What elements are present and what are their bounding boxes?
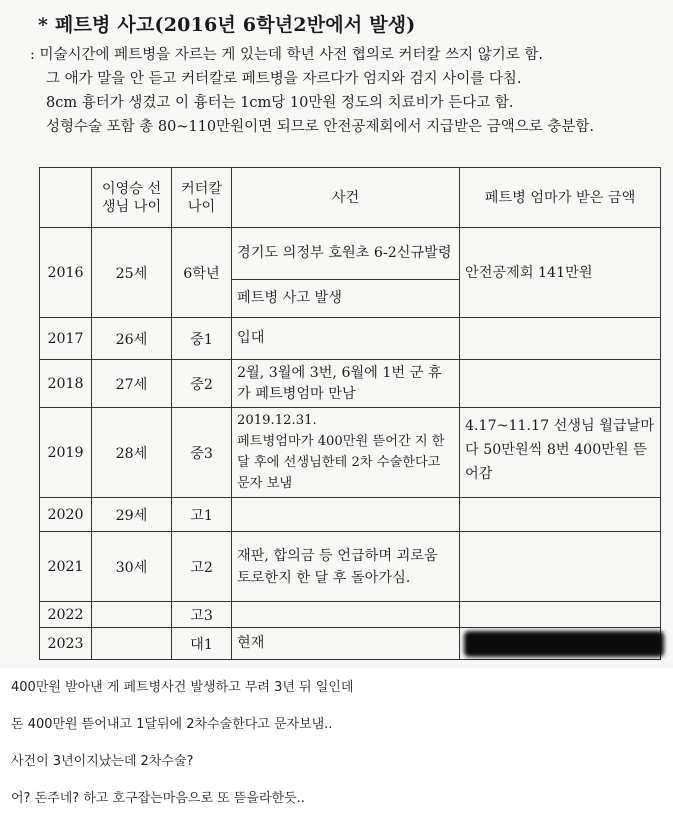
cell-year: 2016 xyxy=(40,228,92,318)
cell-amount xyxy=(460,628,661,660)
cell-cutter-age: 고2 xyxy=(172,532,232,602)
cell-event xyxy=(232,408,460,498)
comment-line: 어? 돈주네? 하고 호구잡는마음으로 또 뜯을라한듯.. xyxy=(11,791,305,806)
cell-amount: 4.17~11.17 선생님 월급날마다 50만원씩 8번 400만원 뜯어감 xyxy=(460,408,661,498)
cell-event: 경기도 의정부 호원초 6-2신규발령 xyxy=(232,228,460,280)
cell-cutter-age: 6학년 xyxy=(172,228,232,318)
table-row xyxy=(40,498,661,532)
cell-year: 2021 xyxy=(40,532,92,602)
cell-amount xyxy=(460,498,661,532)
table-row xyxy=(40,228,661,280)
cell-year: 2022 xyxy=(40,602,92,628)
redaction-block xyxy=(464,631,664,657)
header-event: 사건 xyxy=(232,168,460,228)
event-date: 2019.12.31. xyxy=(237,413,317,428)
cell-amount xyxy=(460,360,661,408)
header-year xyxy=(40,168,92,228)
table-row xyxy=(40,532,661,602)
document-title: * 페트병 사고(2016년 6학년2반에서 발생) xyxy=(38,14,416,36)
header-amount: 페트병 엄마가 받은 금액 xyxy=(460,168,661,228)
cell-event: 현재 xyxy=(232,628,460,660)
table-header-row xyxy=(40,168,661,228)
cell-cutter-age: 중2 xyxy=(172,360,232,408)
cell-teacher-age: 27세 xyxy=(92,360,172,408)
table-row xyxy=(40,602,661,628)
header-cutter-age: 커터칼 나이 xyxy=(172,168,232,228)
table-row xyxy=(40,318,661,360)
cell-teacher-age: 28세 xyxy=(92,408,172,498)
event-text: 페트병엄마가 400만원 뜯어간 지 한 달 후에 선생님한테 2차 수술한다고 문자 보냄 xyxy=(237,434,445,491)
table-row xyxy=(40,360,661,408)
cell-teacher-age: 25세 xyxy=(92,228,172,318)
intro-paragraph xyxy=(30,43,670,139)
cell-year: 2023 xyxy=(40,628,92,660)
cell-amount xyxy=(460,532,661,602)
cell-event xyxy=(232,602,460,628)
table-row xyxy=(40,408,661,498)
cell-teacher-age xyxy=(92,602,172,628)
intro-line: 8cm 흉터가 생겼고 이 흉터는 1cm당 10만원 정도의 치료비가 든다고 함. xyxy=(46,95,514,111)
cell-event xyxy=(232,498,460,532)
intro-line: 성형수술 포함 총 80~110만원이면 되므로 안전공제회에서 지급받은 금액으로 충분함. xyxy=(46,119,594,135)
cell-teacher-age: 30세 xyxy=(92,532,172,602)
cell-cutter-age: 중1 xyxy=(172,318,232,360)
cell-year: 2017 xyxy=(40,318,92,360)
cell-cutter-age: 중3 xyxy=(172,408,232,498)
cell-amount: 안전공제회 141만원 xyxy=(460,228,661,318)
cell-year: 2018 xyxy=(40,360,92,408)
cell-teacher-age: 26세 xyxy=(92,318,172,360)
cell-amount xyxy=(460,318,661,360)
cell-cutter-age: 고1 xyxy=(172,498,232,532)
intro-line: 그 애가 말을 안 듣고 커터칼로 페트병을 자르다가 엄지와 검지 사이를 다침. xyxy=(46,71,522,87)
cell-event: 입대 xyxy=(232,318,460,360)
cell-year: 2020 xyxy=(40,498,92,532)
cell-cutter-age: 고3 xyxy=(172,602,232,628)
cell-event: 페트병 사고 발생 xyxy=(232,280,460,318)
comment-line: 400만원 받아낸 게 페트병사건 발생하고 무려 3년 뒤 일인데 xyxy=(11,680,354,695)
cell-year: 2019 xyxy=(40,408,92,498)
intro-line: : 미술시간에 페트병을 자르는 게 있는데 학년 사전 협의로 커터칼 쓰지 않기로 함. xyxy=(30,47,544,63)
comment-line: 돈 400만원 뜯어내고 1달뒤에 2차수술한다고 문자보냄.. xyxy=(11,717,333,732)
cell-teacher-age xyxy=(92,628,172,660)
post-comments xyxy=(11,676,353,824)
cell-teacher-age: 29세 xyxy=(92,498,172,532)
timeline-table xyxy=(39,167,661,660)
cell-event: 재판, 합의금 등 언급하며 괴로움 토로한지 한 달 후 돌아가심. xyxy=(232,532,460,602)
cell-amount xyxy=(460,602,661,628)
header-teacher-age: 이영승 선생님 나이 xyxy=(92,168,172,228)
cell-event: 2월, 3월에 3번, 6월에 1번 군 휴가 페트병엄마 만남 xyxy=(232,360,460,408)
comment-line: 사건이 3년이지났는데 2차수술? xyxy=(11,754,194,769)
table-row xyxy=(40,628,661,660)
cell-cutter-age: 대1 xyxy=(172,628,232,660)
